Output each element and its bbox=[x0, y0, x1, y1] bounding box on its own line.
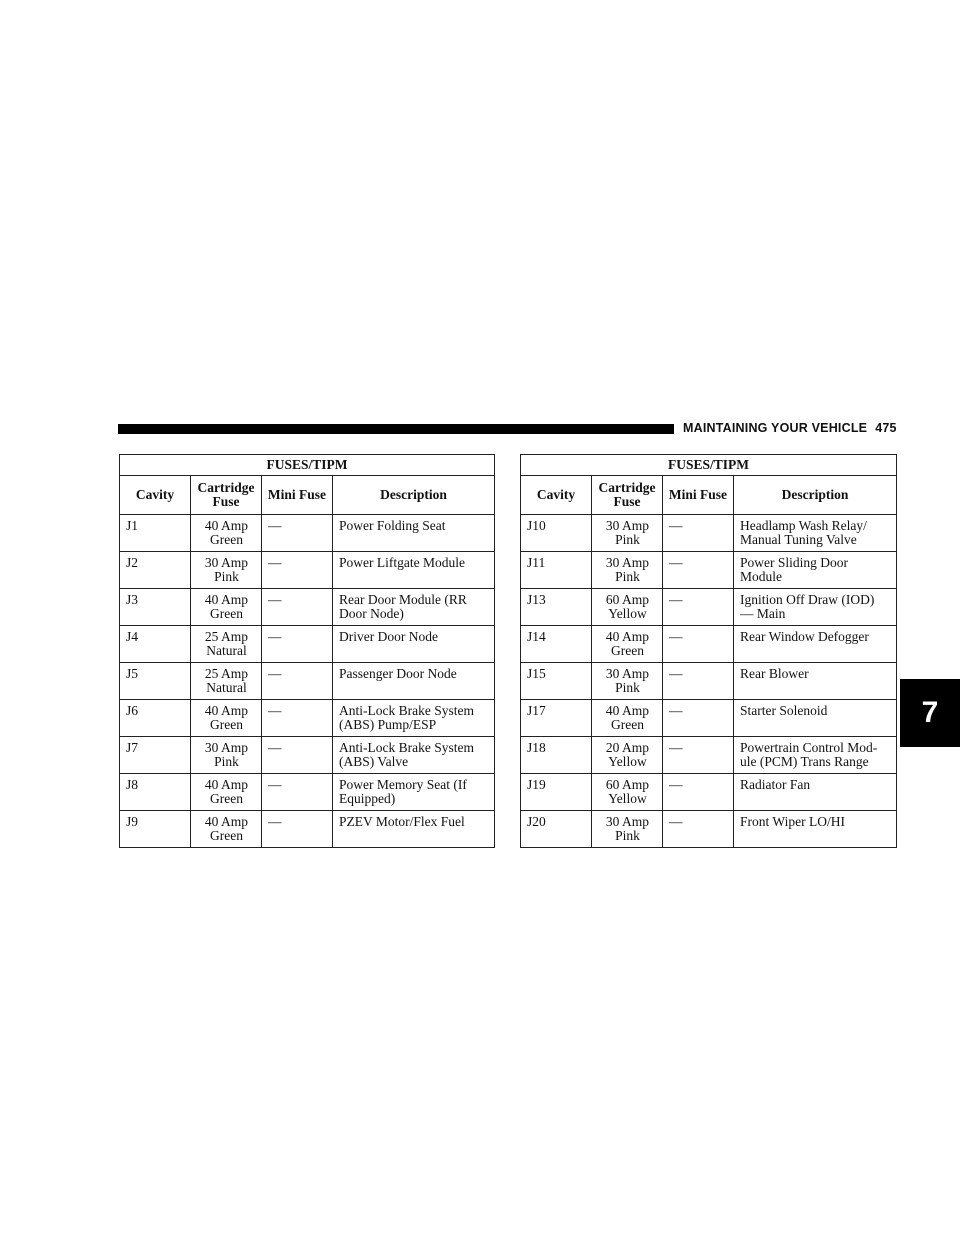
description-cell: Anti-Lock Brake System (ABS) Valve bbox=[333, 737, 495, 774]
description-cell: Driver Door Node bbox=[333, 626, 495, 663]
table-row bbox=[120, 811, 495, 848]
cavity-cell: J18 bbox=[521, 737, 592, 774]
mini-fuse-cell: — bbox=[663, 700, 734, 737]
cartridge-fuse-cell: 25 Amp Natural bbox=[191, 663, 262, 700]
cavity-cell: J4 bbox=[120, 626, 191, 663]
cavity-cell: J8 bbox=[120, 774, 191, 811]
description-cell: Power Sliding Door Module bbox=[734, 552, 897, 589]
description-cell: Front Wiper LO/HI bbox=[734, 811, 897, 848]
column-header-cavity: Cavity bbox=[521, 476, 592, 515]
cavity-cell: J11 bbox=[521, 552, 592, 589]
cavity-cell: J15 bbox=[521, 663, 592, 700]
mini-fuse-cell: — bbox=[262, 663, 333, 700]
table-body bbox=[521, 515, 897, 848]
cartridge-fuse-cell: 30 Amp Pink bbox=[592, 552, 663, 589]
mini-fuse-cell: — bbox=[262, 552, 333, 589]
column-header-cavity: Cavity bbox=[120, 476, 191, 515]
column-header-description: Description bbox=[734, 476, 897, 515]
description-cell: Radiator Fan bbox=[734, 774, 897, 811]
cartridge-fuse-cell: 30 Amp Pink bbox=[592, 811, 663, 848]
cavity-cell: J17 bbox=[521, 700, 592, 737]
mini-fuse-cell: — bbox=[262, 589, 333, 626]
mini-fuse-cell: — bbox=[663, 774, 734, 811]
table-row bbox=[120, 737, 495, 774]
table-row bbox=[521, 663, 897, 700]
table-row bbox=[120, 552, 495, 589]
cavity-cell: J19 bbox=[521, 774, 592, 811]
table-row bbox=[521, 515, 897, 552]
mini-fuse-cell: — bbox=[663, 589, 734, 626]
table-row bbox=[521, 589, 897, 626]
cartridge-fuse-cell: 30 Amp Pink bbox=[191, 552, 262, 589]
table-row bbox=[521, 811, 897, 848]
column-header-mini-fuse: Mini Fuse bbox=[262, 476, 333, 515]
mini-fuse-cell: — bbox=[663, 515, 734, 552]
mini-fuse-cell: — bbox=[262, 700, 333, 737]
column-header-description: Description bbox=[333, 476, 495, 515]
mini-fuse-cell: — bbox=[663, 552, 734, 589]
cavity-cell: J13 bbox=[521, 589, 592, 626]
cartridge-fuse-cell: 30 Amp Pink bbox=[191, 737, 262, 774]
description-cell: Passenger Door Node bbox=[333, 663, 495, 700]
description-cell: Rear Blower bbox=[734, 663, 897, 700]
description-cell: Starter Solenoid bbox=[734, 700, 897, 737]
cavity-cell: J7 bbox=[120, 737, 191, 774]
cavity-cell: J14 bbox=[521, 626, 592, 663]
table-row bbox=[521, 774, 897, 811]
table-row bbox=[120, 774, 495, 811]
cavity-cell: J20 bbox=[521, 811, 592, 848]
section-title: MAINTAINING YOUR VEHICLE bbox=[683, 421, 868, 435]
column-header-cartridge-fuse: Cartridge Fuse bbox=[592, 476, 663, 515]
description-cell: Power Liftgate Module bbox=[333, 552, 495, 589]
cavity-cell: J10 bbox=[521, 515, 592, 552]
page-number: 475 bbox=[875, 421, 897, 435]
cavity-cell: J3 bbox=[120, 589, 191, 626]
chapter-tab: 7 bbox=[900, 679, 960, 747]
mini-fuse-cell: — bbox=[663, 663, 734, 700]
description-cell: Power Memory Seat (If Equipped) bbox=[333, 774, 495, 811]
cartridge-fuse-cell: 40 Amp Green bbox=[592, 626, 663, 663]
description-cell: Rear Window Defogger bbox=[734, 626, 897, 663]
cavity-cell: J5 bbox=[120, 663, 191, 700]
column-header-mini-fuse: Mini Fuse bbox=[663, 476, 734, 515]
table-title: FUSES/TIPM bbox=[521, 455, 897, 476]
description-cell: PZEV Motor/Flex Fuel bbox=[333, 811, 495, 848]
description-cell: Headlamp Wash Relay/ Manual Tuning Valve bbox=[734, 515, 897, 552]
running-header bbox=[683, 421, 897, 435]
table-row bbox=[120, 663, 495, 700]
description-cell: Powertrain Control Mod- ule (PCM) Trans Range bbox=[734, 737, 897, 774]
description-cell: Power Folding Seat bbox=[333, 515, 495, 552]
cartridge-fuse-cell: 40 Amp Green bbox=[191, 700, 262, 737]
table-row bbox=[521, 700, 897, 737]
description-cell: Rear Door Module (RR Door Node) bbox=[333, 589, 495, 626]
cartridge-fuse-cell: 40 Amp Green bbox=[191, 774, 262, 811]
cartridge-fuse-cell: 40 Amp Green bbox=[191, 515, 262, 552]
fuse-table-right bbox=[520, 454, 897, 848]
cavity-cell: J6 bbox=[120, 700, 191, 737]
mini-fuse-cell: — bbox=[663, 626, 734, 663]
cavity-cell: J2 bbox=[120, 552, 191, 589]
cartridge-fuse-cell: 40 Amp Green bbox=[191, 811, 262, 848]
mini-fuse-cell: — bbox=[262, 811, 333, 848]
column-header-cartridge-fuse: Cartridge Fuse bbox=[191, 476, 262, 515]
cartridge-fuse-cell: 30 Amp Pink bbox=[592, 515, 663, 552]
description-cell: Anti-Lock Brake System (ABS) Pump/ESP bbox=[333, 700, 495, 737]
table-row bbox=[521, 737, 897, 774]
table-body bbox=[120, 515, 495, 848]
cavity-cell: J9 bbox=[120, 811, 191, 848]
cartridge-fuse-cell: 60 Amp Yellow bbox=[592, 774, 663, 811]
mini-fuse-cell: — bbox=[262, 626, 333, 663]
mini-fuse-cell: — bbox=[262, 515, 333, 552]
cartridge-fuse-cell: 60 Amp Yellow bbox=[592, 589, 663, 626]
header-rule bbox=[118, 424, 674, 434]
mini-fuse-cell: — bbox=[262, 774, 333, 811]
cartridge-fuse-cell: 25 Amp Natural bbox=[191, 626, 262, 663]
table-row bbox=[120, 626, 495, 663]
table-row bbox=[120, 700, 495, 737]
cartridge-fuse-cell: 40 Amp Green bbox=[191, 589, 262, 626]
table-row bbox=[521, 626, 897, 663]
mini-fuse-cell: — bbox=[663, 811, 734, 848]
table-title: FUSES/TIPM bbox=[120, 455, 495, 476]
table-row bbox=[120, 589, 495, 626]
fuse-table-left bbox=[119, 454, 495, 848]
cartridge-fuse-cell: 30 Amp Pink bbox=[592, 663, 663, 700]
table-row bbox=[120, 515, 495, 552]
table-row bbox=[521, 552, 897, 589]
mini-fuse-cell: — bbox=[663, 737, 734, 774]
cavity-cell: J1 bbox=[120, 515, 191, 552]
cartridge-fuse-cell: 20 Amp Yellow bbox=[592, 737, 663, 774]
description-cell: Ignition Off Draw (IOD) — Main bbox=[734, 589, 897, 626]
cartridge-fuse-cell: 40 Amp Green bbox=[592, 700, 663, 737]
mini-fuse-cell: — bbox=[262, 737, 333, 774]
